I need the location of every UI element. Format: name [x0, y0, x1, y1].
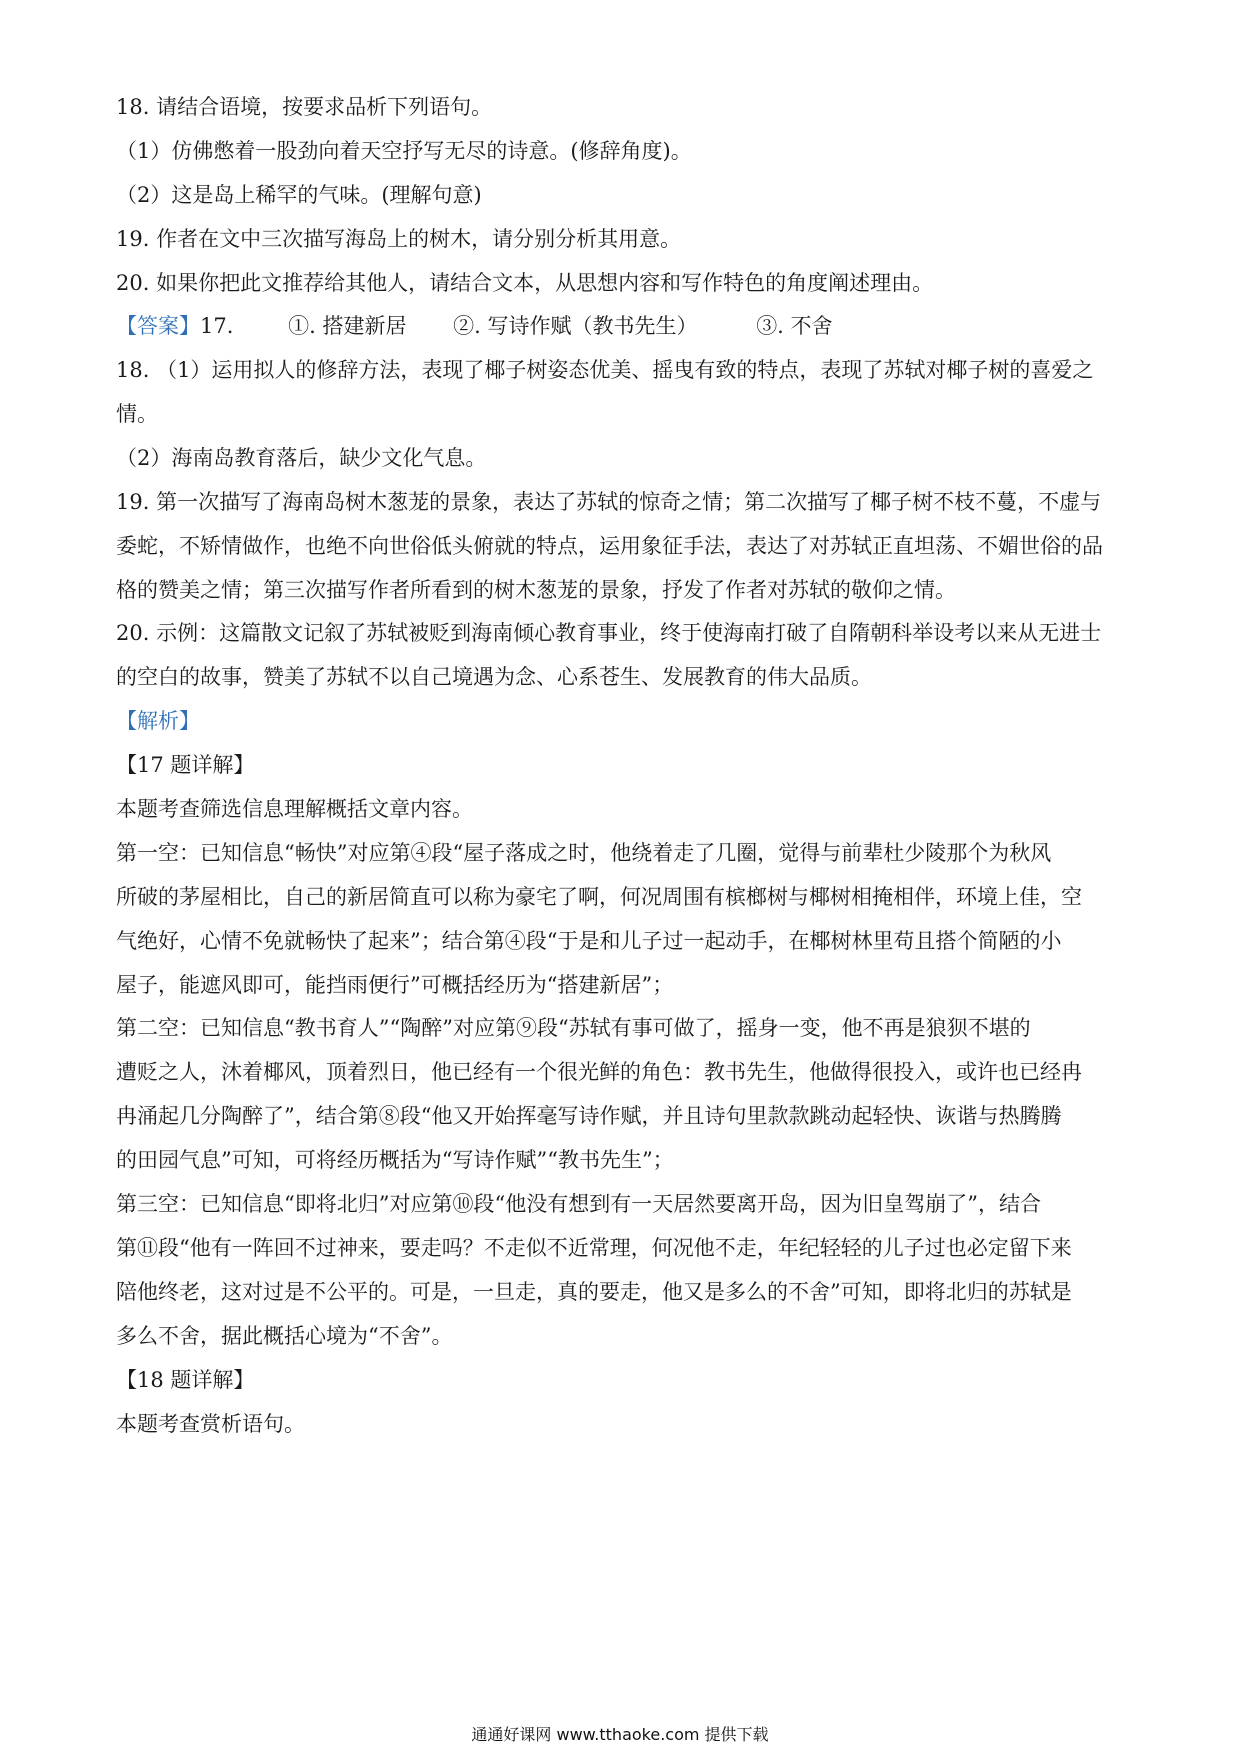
detail-17-intro: 本题考查筛选信息理解概括文章内容。 [116, 797, 473, 821]
answer-19-line-1: 19. 第一次描写了海南岛树木葱茏的景象，表达了苏轼的惊奇之情；第二次描写了椰子树不枝不蔓，不虚与 [116, 490, 1102, 514]
answer-20-line-1: 20. 示例：这篇散文记叙了苏轼被贬到海南倾心教育事业，终于使海南打破了自隋朝科举设考以来从无进士 [116, 621, 1102, 645]
detail-17-line: 屋子，能遮风即可，能挡雨便行”可概括经历为“搭建新居”； [116, 973, 674, 997]
answer-tag: 【答案】 [116, 314, 200, 338]
detail-17-line: 遭贬之人，沐着椰风，顶着烈日，他已经有一个很光鲜的角色：教书先生，他做得很投入，或许也已经冉 [116, 1060, 1082, 1084]
detail-17-line: 的田园气息”可知，可将经历概括为“写诗作赋”“教书先生”； [116, 1148, 674, 1172]
detail-18-title: 【18 题详解】 [116, 1368, 255, 1392]
detail-17-title: 【17 题详解】 [116, 753, 255, 777]
question-20: 20. 如果你把此文推荐给其他人，请结合文本，从思想内容和写作特色的角度阐述理由。 [116, 271, 934, 295]
answer-20-line-2: 的空白的故事，赞美了苏轼不以自己境遇为念、心系苍生、发展教育的伟大品质。 [116, 665, 872, 689]
answer-18-part-1-line-2: 情。 [116, 402, 158, 426]
detail-17-line: 气绝好，心情不免就畅快了起来”；结合第④段“于是和儿子过一起动手，在椰树林里苟且搭个简陋的小 [116, 929, 1062, 953]
detail-17-line: 第三空：已知信息“即将北归”对应第⑩段“他没有想到有一天居然要离开岛，因为旧皇驾崩了”，结合 [116, 1192, 1041, 1216]
answer-19-line-3: 格的赞美之情；第三次描写作者所看到的树木葱茏的景象，抒发了作者对苏轼的敬仰之情。 [116, 578, 956, 602]
detail-17-line: 多么不舍，据此概括心境为“不舍”。 [116, 1324, 453, 1348]
detail-17-line: 第一空：已知信息“畅快”对应第④段“屋子落成之时，他绕着走了几圈，觉得与前辈杜少陵那个为秋风 [116, 841, 1052, 865]
detail-17-line: 所破的茅屋相比，自己的新居简直可以称为豪宅了啊，何况周围有槟榔树与椰树相掩相伴，环境上佳，空 [116, 885, 1082, 909]
detail-18-intro: 本题考查赏析语句。 [116, 1412, 305, 1436]
question-19: 19. 作者在文中三次描写海岛上的树木，请分别分析其用意。 [116, 227, 682, 251]
answer-17-label: 17. [200, 314, 234, 338]
question-18-part-2: （2）这是岛上稀罕的气味。(理解句意) [116, 183, 482, 207]
footer-credit: 通通好课网 www.tthaoke.com 提供下载 [471, 1725, 769, 1744]
answer-19-line-2: 委蛇，不矫情做作，也绝不向世俗低头俯就的特点，运用象征手法，表达了对苏轼正直坦荡、不媚世俗的品 [116, 534, 1103, 558]
question-18-part-1: （1）仿佛憋着一股劲向着天空抒写无尽的诗意。(修辞角度)。 [116, 139, 692, 163]
detail-17-line: 陪他终老，这对过是不公平的。可是，一旦走，真的要走，他又是多么的不舍”可知，即将北归的苏轼是 [116, 1280, 1072, 1304]
answer-18-part-2: （2）海南岛教育落后，缺少文化气息。 [116, 446, 487, 470]
question-18: 18. 请结合语境，按要求品析下列语句。 [116, 95, 493, 119]
detail-17-line: 第⑪段“他有一阵回不过神来，要走吗？不走似不近常理，何况他不走，年纪轻轻的儿子过也必定留下来 [116, 1236, 1072, 1260]
answer-17-row [116, 311, 1136, 341]
analysis-tag: 【解析】 [116, 709, 200, 733]
answer-17-item-1: ①. 搭建新居 [288, 314, 407, 338]
detail-17-line: 第二空：已知信息“教书育人”“陶醉”对应第⑨段“苏轼有事可做了，摇身一变，他不再是狼狈不堪的 [116, 1016, 1031, 1040]
detail-17-line: 冉涌起几分陶醉了”，结合第⑧段“他又开始挥毫写诗作赋，并且诗句里款款跳动起轻快、诙谐与热腾腾 [116, 1104, 1062, 1128]
answer-17-item-2: ②. 写诗作赋（教书先生） [453, 314, 698, 338]
answer-18-part-1-line-1: 18. （1）运用拟人的修辞方法，表现了椰子树姿态优美、摇曳有致的特点，表现了苏轼对椰子树的喜爱之 [116, 358, 1094, 382]
answer-17-item-3: ③. 不舍 [756, 314, 833, 338]
